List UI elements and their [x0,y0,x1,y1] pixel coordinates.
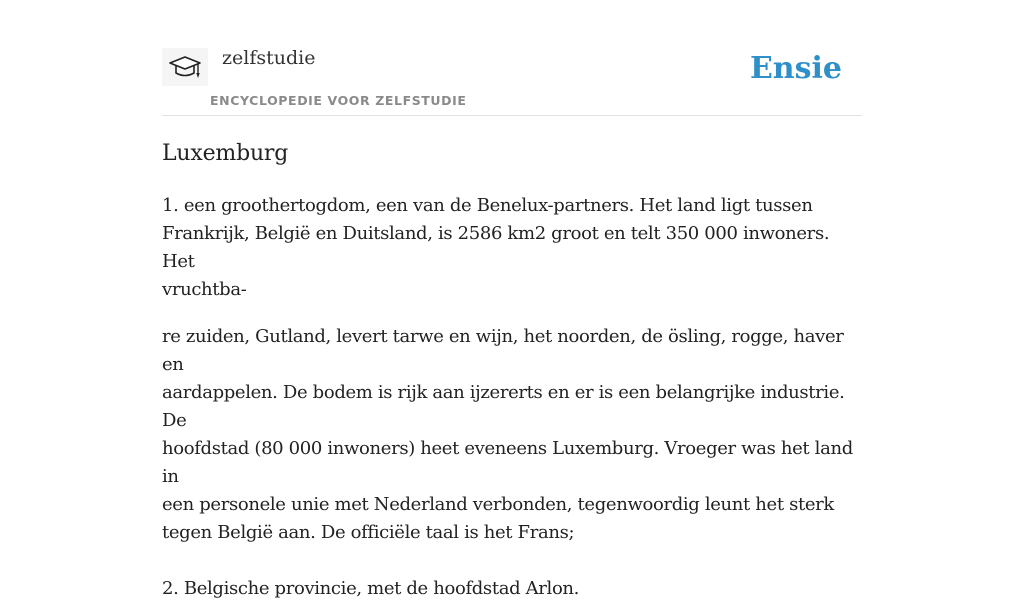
article-paragraph: re zuiden, Gutland, levert tarwe en wijn, het noorden, de ösling, rogge, haver en aardappelen. De bodem is rijk aan ijzererts en er is een belangrijke industrie. De hoofdstad (80 000 inwoners) heet eveneens Luxemburg. Vroeger was het land in een personele unie met Nederland verbonden, tegenwoordig leunt het sterk tegen België aan. De officiële taal is het Frans; [162,326,853,543]
site-header [162,30,862,116]
site-tagline: ENCYCLOPEDIE VOOR ZELFSTUDIE [210,93,467,108]
article-paragraph: 1. een groothertogdom, een van de Benelux-partners. Het land ligt tussen Frankrijk, België en Duitsland, is 2586 km2 groot en telt 350 000 inwoners. Het vruchtba- [162,195,830,300]
graduation-cap-icon [167,54,203,82]
article-paragraph: 2. Belgische provincie, met de hoofdstad Arlon. [162,578,580,599]
article-title: Luxemburg [162,141,289,166]
brand-logo[interactable]: Ensie [749,51,842,86]
site-logo[interactable] [162,48,208,86]
article [162,136,862,603]
site-name[interactable]: zelfstudie [222,47,316,69]
